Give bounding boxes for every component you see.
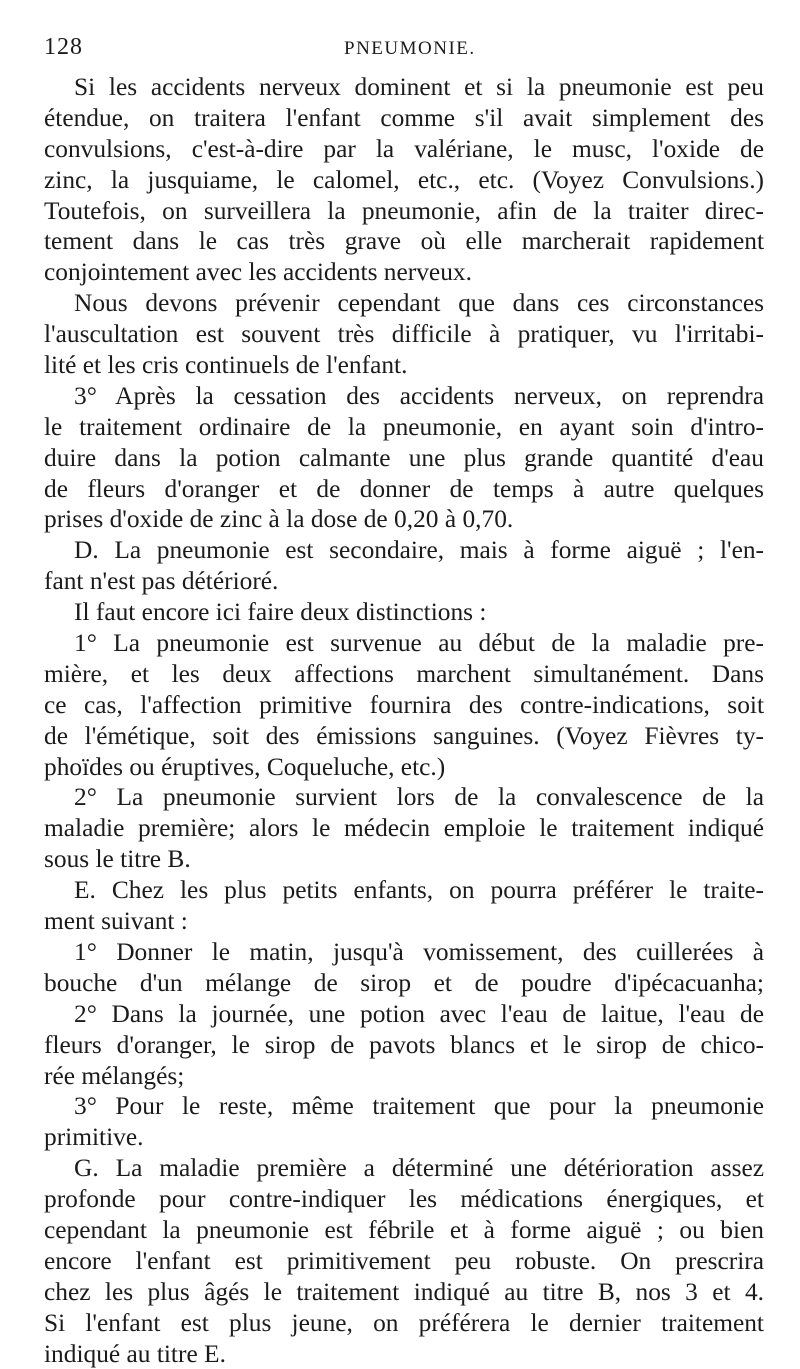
text-line: ce cas, l'affection primitive fournira des contre-indications, soit xyxy=(44,690,764,719)
text-line: 1° La pneumonie est survenue au début de la maladie pre- xyxy=(74,629,764,658)
text-line: primitive. xyxy=(44,1123,144,1152)
text-line: ment suivant : xyxy=(44,907,188,936)
page-number: 128 xyxy=(44,34,83,60)
text-line: Si les accidents nerveux dominent et si la pneumonie est peu xyxy=(74,73,764,101)
text-line: Si l'enfant est plus jeune, on préférera le dernier traitement xyxy=(44,1308,764,1337)
text-line: fant n'est pas détérioré. xyxy=(44,567,279,596)
text-line: phoïdes ou éruptives, Coqueluche, etc.) xyxy=(44,752,446,781)
text-line: l'auscultation est souvent très difficile à pratiquer, vu l'irritabi- xyxy=(44,320,764,349)
text-line: fleurs d'oranger, le sirop de pavots blancs et le sirop de chico- xyxy=(44,1030,764,1059)
text-line: Nous devons prévenir cependant que dans ces circonstances xyxy=(74,289,764,318)
text-line: le traitement ordinaire de la pneumonie, en ayant soin d'intro- xyxy=(44,412,764,441)
text-line: G. La maladie première a déterminé une détérioration assez xyxy=(74,1154,764,1183)
text-line: Il faut encore ici faire deux distinctions : xyxy=(74,598,487,627)
text-line: lité et les cris continuels de l'enfant. xyxy=(44,351,408,380)
running-title: PNEUMONIE. xyxy=(344,38,476,59)
text-line: 2° Dans la journée, une potion avec l'eau de laitue, l'eau de xyxy=(74,999,764,1028)
text-line: 3° Pour le reste, même traitement que pour la pneumonie xyxy=(74,1092,764,1121)
text-line: chez les plus âgés le traitement indiqué au titre B, nos 3 et 4. xyxy=(44,1277,764,1306)
text-line: étendue, on traitera l'enfant comme s'il avait simplement des xyxy=(44,103,764,132)
running-head xyxy=(44,34,764,64)
text-line: de l'émétique, soit des émissions sanguines. (Voyez Fièvres ty- xyxy=(44,721,764,750)
text-line: cependant la pneumonie est fébrile et à forme aiguë ; ou bien xyxy=(44,1215,764,1244)
text-line: maladie première; alors le médecin emploie le traitement indiqué xyxy=(44,814,764,843)
text-line: rée mélangés; xyxy=(44,1061,185,1090)
text-line: zinc, la jusquiame, le calomel, etc., etc. (Voyez Convulsions.) xyxy=(44,165,764,194)
body-text xyxy=(44,72,764,1369)
text-line: tement dans le cas très grave où elle marcherait rapidement xyxy=(44,227,764,256)
text-line: 3° Après la cessation des accidents nerveux, on reprendra xyxy=(74,381,764,410)
text-line: 1° Donner le matin, jusqu'à vomissement, des cuillerées à xyxy=(74,937,764,966)
text-line: duire dans la potion calmante une plus grande quantité d'eau xyxy=(44,443,764,472)
text-line: conjointement avec les accidents nerveux. xyxy=(44,258,472,287)
text-line: 2° La pneumonie survient lors de la convalescence de la xyxy=(74,783,764,812)
text-line: convulsions, c'est-à-dire par la valériane, le musc, l'oxide de xyxy=(44,134,764,163)
text-line: D. La pneumonie est secondaire, mais à forme aiguë ; l'en- xyxy=(74,536,764,565)
text-line: prises d'oxide de zinc à la dose de 0,20 à 0,70. xyxy=(44,505,514,534)
text-line: encore l'enfant est primitivement peu robuste. On prescrira xyxy=(44,1246,764,1275)
text-line: Toutefois, on surveillera la pneumonie, afin de la traiter direc- xyxy=(44,196,764,225)
text-line: E. Chez les plus petits enfants, on pourra préférer le traite- xyxy=(74,876,764,905)
text-line: de fleurs d'oranger et de donner de temps à autre quelques xyxy=(44,474,764,503)
text-line: profonde pour contre-indiquer les médications énergiques, et xyxy=(44,1185,764,1214)
text-line: mière, et les deux affections marchent simultanément. Dans xyxy=(44,659,764,688)
text-line: indiqué au titre E. xyxy=(44,1339,226,1368)
text-line: sous le titre B. xyxy=(44,845,191,874)
text-line: bouche d'un mélange de sirop et de poudre d'ipécacuanha; xyxy=(44,968,764,997)
